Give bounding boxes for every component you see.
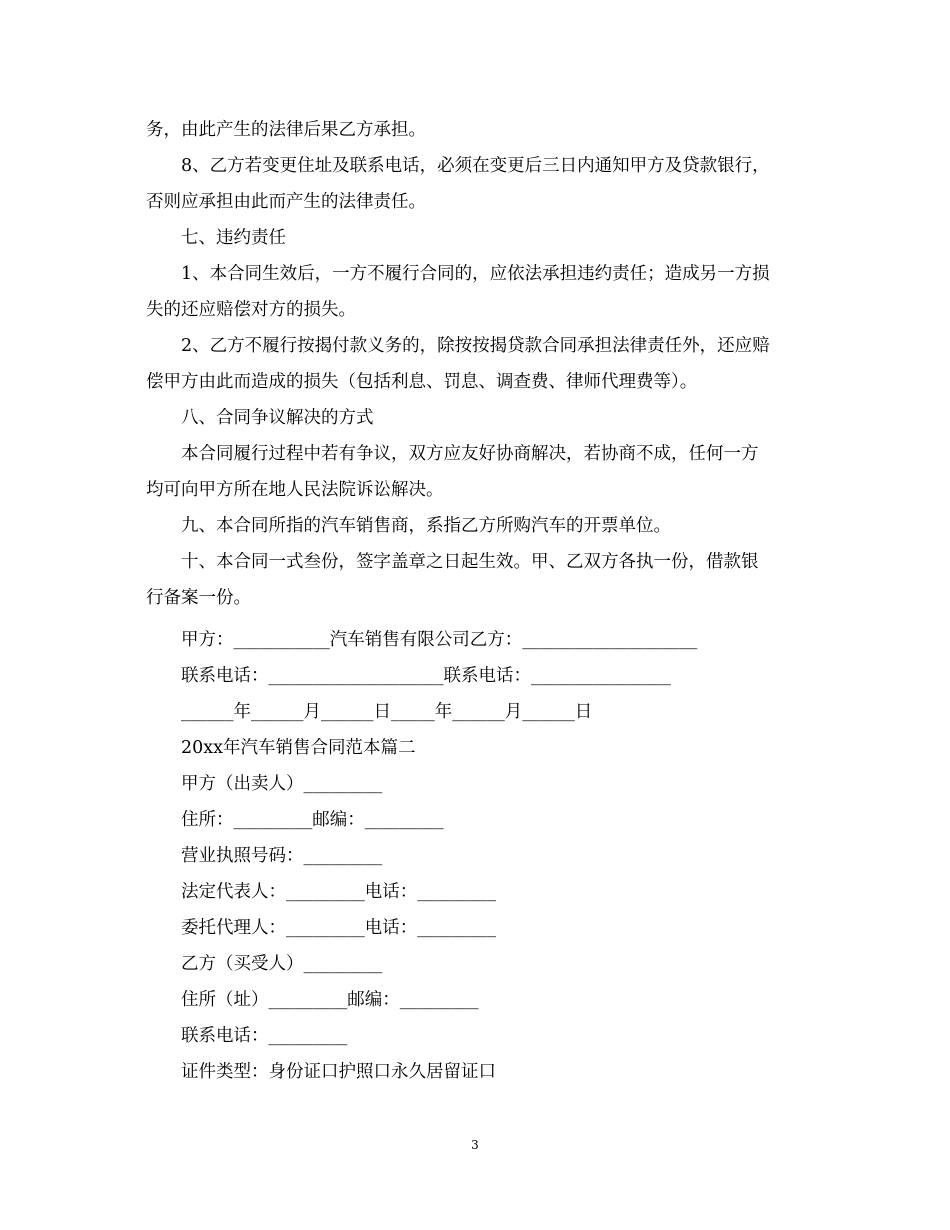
- text-line: 2、乙方不履行按揭付款义务的，除按按揭贷款合同承担法律责任外，还应赔: [181, 336, 770, 356]
- signature-date-line: ______年______月______日_____年______月______日: [181, 702, 593, 722]
- section-heading: 八、合同争议解决的方式: [181, 408, 374, 428]
- section-heading: 七、违约责任: [181, 228, 286, 248]
- form-field-line: 住所（址）_________邮编：_________: [181, 990, 479, 1010]
- text-line: 失的还应赔偿对方的损失。: [146, 300, 356, 320]
- text-line: 8、乙方若变更住址及联系电话，必须在变更后三日内通知甲方及贷款银行，: [181, 156, 770, 176]
- form-field-line: 营业执照号码：_________: [181, 846, 383, 866]
- section-title: 20xx年汽车销售合同范本篇二: [181, 738, 416, 758]
- text-line: 均可向甲方所在地人民法院诉讼解决。: [146, 480, 444, 500]
- text-line: 务，由此产生的法律后果乙方承担。: [146, 120, 426, 140]
- signature-phone-line: 联系电话：____________________联系电话：________________: [181, 666, 671, 686]
- text-line: 行备案一份。: [146, 588, 251, 608]
- text-line: 本合同履行过程中若有争议，双方应友好协商解决，若协商不成，任何一方: [181, 444, 759, 464]
- form-field-line: 证件类型：身份证口护照口永久居留证口: [181, 1062, 496, 1082]
- form-field-line: 甲方（出卖人）_________: [181, 774, 383, 794]
- signature-party-line: 甲方：___________汽车销售有限公司乙方：____________________: [181, 630, 698, 650]
- text-line: 否则应承担由此而产生的法律责任。: [146, 192, 426, 212]
- text-line: 1、本合同生效后，一方不履行合同的，应依法承担违约责任；造成另一方损: [181, 264, 770, 284]
- form-field-line: 联系电话：_________: [181, 1026, 348, 1046]
- text-line: 九、本合同所指的汽车销售商，系指乙方所购汽车的开票单位。: [181, 516, 671, 536]
- text-line: 十、本合同一式叁份，签字盖章之日起生效。甲、乙双方各执一份，借款银: [181, 552, 759, 572]
- text-line: 偿甲方由此而造成的损失（包括利息、罚息、调查费、律师代理费等）。: [146, 372, 698, 392]
- form-field-line: 住所：_________邮编：_________: [181, 810, 444, 830]
- form-field-line: 乙方（买受人）_________: [181, 954, 383, 974]
- form-field-line: 法定代表人：_________电话：_________: [181, 882, 496, 902]
- form-field-line: 委托代理人：_________电话：_________: [181, 918, 496, 938]
- page-number: 3: [471, 1138, 479, 1152]
